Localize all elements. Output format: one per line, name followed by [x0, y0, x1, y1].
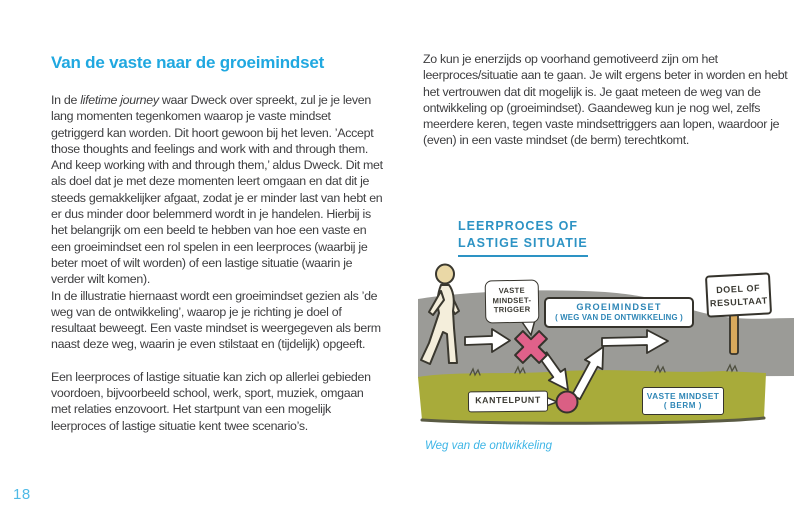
right-column [423, 51, 793, 149]
left-column [51, 53, 385, 434]
illustration-title-line1: LEERPROCES OF [458, 219, 578, 233]
illustration-title [458, 218, 588, 257]
label-doel-line2: RESULTAAT [709, 295, 769, 309]
paragraph-3: Een leerproces of lastige situatie kan zich op allerlei gebieden voordoen, bijvoorbeeld school, werk, sport, muziek, omgaan met relaties enzovoort. Het startpunt van een mogelijk leerproces of lastige situatie kent twee scenario’s. [51, 369, 371, 433]
mindset-road-illustration [415, 213, 797, 445]
page-title: Van de vaste naar de groeimindset [51, 53, 325, 72]
label-vaste-mindset-berm [642, 387, 724, 415]
label-berm-line2: ( BERM ) [663, 401, 703, 410]
paragraph-1 [51, 92, 385, 288]
label-groeimindset-line2: ( WEG VAN DE ONTWIKKELING ) [555, 313, 683, 322]
paragraph-4: Zo kun je enerzijds op voorhand gemotiveerd zijn om het leerproces/situatie aan te gaan. Je wilt ergens beter in worden en hebt het vertrouwen dat dit mogelijk is. Je gaat meteen de weg van de ontwikkeling op (groeimindset). Gaandeweg kun je nog wel, zelfs meerdere keren, tegen vaste mindsettriggers aan lopen, waardoor je (even) in een vaste mindset (de berm) terechtkomt. [423, 52, 788, 148]
paragraph-2: In de illustratie hiernaast wordt een groeimindset gezien als ’de weg van de ontwikkeling’, waarop je je richting je doel of resultaat beweegt. Een vaste mindset is weergegeven als berm naast deze weg, waarin je even stilstaat en (tijdelijk) opgeeft. [51, 288, 381, 352]
label-groeimindset [544, 297, 694, 328]
signpost-post [730, 313, 738, 354]
label-berm-line1: VASTE MINDSET [646, 391, 720, 401]
label-doel-line1: DOEL OF [715, 282, 761, 296]
illustration-title-line2: LASTIGE SITUATIE [458, 235, 588, 257]
label-vaste-mindset-trigger: VASTE MINDSET- TRIGGER [485, 280, 540, 324]
page-number: 18 [13, 486, 31, 503]
paragraph-1-prefix: In de [51, 93, 81, 107]
label-kantelpunt: KANTELPUNT [468, 391, 548, 413]
label-groeimindset-line1: GROEIMINDSET [576, 302, 662, 312]
paragraph-1-italic: lifetime journey [80, 93, 159, 107]
person-head [436, 265, 454, 284]
label-doel-of-resultaat-sign [705, 272, 772, 317]
paragraph-1-rest: waar Dweck over spreekt, zul je je leven lang momenten tegenkomen waarop je vaste mindset getriggerd kan worden. Dit hoort gewoon bij het leven. ’Accept those thoughts and feelings and work with and through them. And keep working with and through them,’ aldus Dweck. Dit met als doel dat je met deze momenten leert omgaan en dat dit je steeds gemakkelijker afgaat, zodat je er minder last van hebt en er dus minder door belemmerd wordt in je handelen. Hierbij is het belangrijk om een beeld te hebben van hoe een vaste en een groeimindset een rol spelen in een leerproces (waarbij je beter moet of wilt worden) of een lastige situatie (waarin je verder wilt komen). [51, 93, 383, 287]
kantelpunt-dot [557, 392, 578, 413]
illustration-caption: Weg van de ontwikkeling [425, 440, 552, 452]
